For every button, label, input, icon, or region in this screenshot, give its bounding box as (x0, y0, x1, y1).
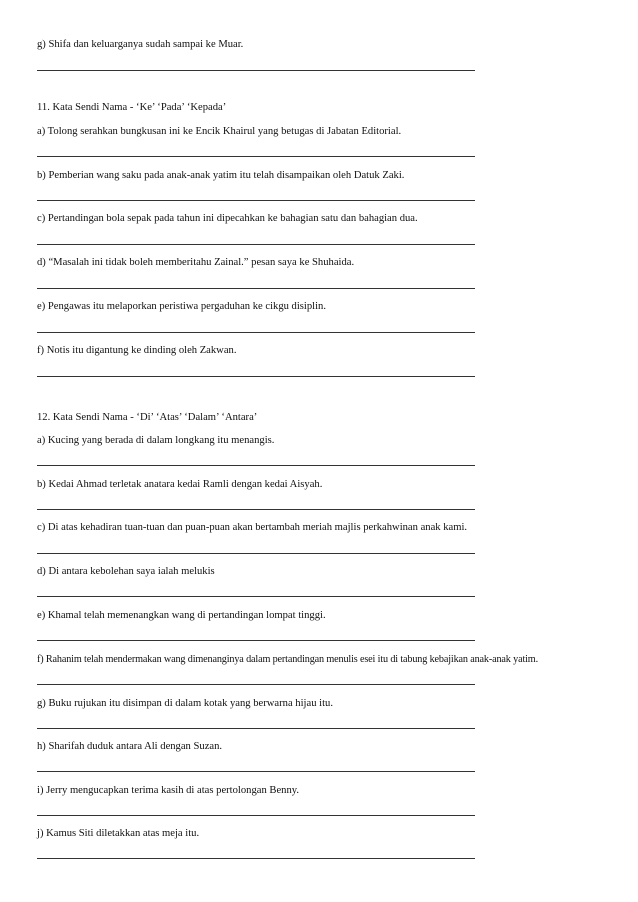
question-11f: f) Notis itu digantung ke dinding oleh Zakwan. (37, 345, 237, 356)
question-10g: g) Shifa dan keluarganya sudah sampai ke Muar. (37, 39, 244, 50)
answer-line-12f[interactable] (37, 684, 475, 685)
answer-line-11f[interactable] (37, 376, 475, 377)
answer-line-10g[interactable] (37, 70, 475, 71)
answer-line-11a[interactable] (37, 156, 475, 157)
question-12j: j) Kamus Siti diletakkan atas meja itu. (37, 828, 200, 839)
question-12h: h) Sharifah duduk antara Ali dengan Suzan. (37, 741, 223, 752)
question-12a: a) Kucing yang berada di dalam longkang itu menangis. (37, 435, 275, 446)
question-12e: e) Khamal telah memenangkan wang di pertandingan lompat tinggi. (37, 610, 326, 621)
question-11e: e) Pengawas itu melaporkan peristiwa pergaduhan ke cikgu disiplin. (37, 301, 326, 312)
answer-line-12c[interactable] (37, 553, 475, 554)
question-11b: b) Pemberian wang saku pada anak-anak yatim itu telah disampaikan oleh Datuk Zaki. (37, 170, 405, 181)
answer-line-11e[interactable] (37, 332, 475, 333)
answer-line-12i[interactable] (37, 815, 475, 816)
answer-line-11c[interactable] (37, 244, 475, 245)
question-12b: b) Kedai Ahmad terletak anatara kedai Ramli dengan kedai Aisyah. (37, 479, 323, 490)
answer-line-12g[interactable] (37, 728, 475, 729)
question-12i: i) Jerry mengucapkan terima kasih di atas pertolongan Benny. (37, 785, 300, 796)
answer-line-12e[interactable] (37, 640, 475, 641)
answer-line-12h[interactable] (37, 771, 475, 772)
answer-line-12j[interactable] (37, 858, 475, 859)
answer-line-12b[interactable] (37, 509, 475, 510)
question-12f: f) Rahanim telah mendermakan wang dimenanginya dalam pertandingan menulis esei itu di tabung kebajikan anak-anak yatim. (37, 654, 538, 665)
question-12c: c) Di atas kehadiran tuan-tuan dan puan-puan akan bertambah meriah majlis perkahwinan anak kami. (37, 522, 468, 533)
section-11-heading: 11. Kata Sendi Nama - ‘Ke’ ‘Pada’ ‘Kepada’ (37, 102, 227, 113)
answer-line-12d[interactable] (37, 596, 475, 597)
question-11d: d) “Masalah ini tidak boleh memberitahu Zainal.” pesan saya ke Shuhaida. (37, 257, 355, 268)
question-11a: a) Tolong serahkan bungkusan ini ke Encik Khairul yang betugas di Jabatan Editorial. (37, 126, 402, 137)
section-12-heading: 12. Kata Sendi Nama - ‘Di’ ‘Atas’ ‘Dalam’ ‘Antara’ (37, 412, 258, 423)
answer-line-11d[interactable] (37, 288, 475, 289)
answer-line-12a[interactable] (37, 465, 475, 466)
question-11c: c) Pertandingan bola sepak pada tahun ini dipecahkan ke bahagian satu dan bahagian dua. (37, 213, 418, 224)
answer-line-11b[interactable] (37, 200, 475, 201)
question-12d: d) Di antara kebolehan saya ialah melukis (37, 566, 215, 577)
question-12g: g) Buku rujukan itu disimpan di dalam kotak yang berwarna hijau itu. (37, 698, 333, 709)
